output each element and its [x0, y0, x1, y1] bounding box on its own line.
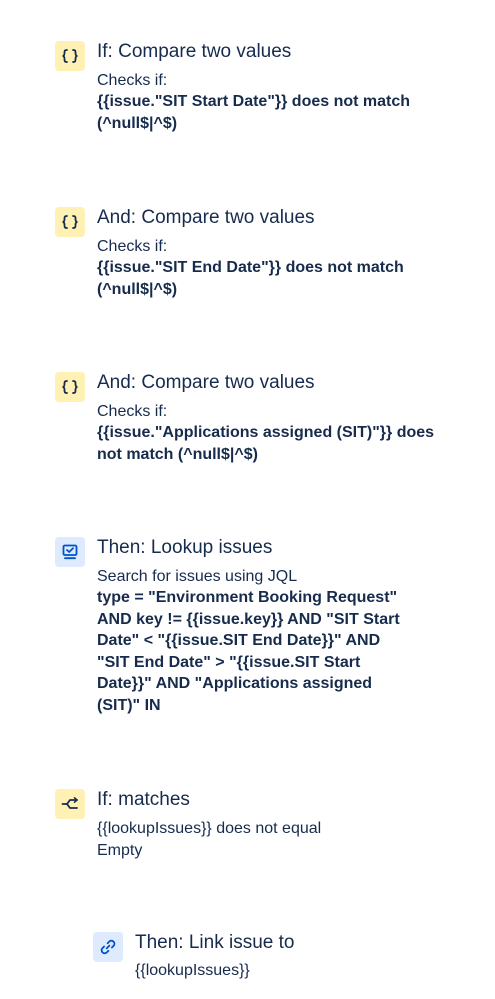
rule-step-and-compare-end-date[interactable] — [55, 206, 417, 300]
step-title: If: Compare two values — [97, 41, 292, 62]
step-label: Search for issues using JQL — [97, 568, 298, 585]
lookup-monitor-icon — [55, 537, 85, 567]
rule-step-if-matches[interactable] — [55, 788, 367, 862]
step-detail: {{issue."SIT End Date"}} does not match (^null$|^$) — [97, 259, 404, 298]
step-title: Then: Lookup issues — [97, 537, 273, 558]
step-title: If: matches — [97, 789, 190, 810]
step-detail: {{issue."Applications assigned (SIT)"}} does not match (^null$|^$) — [97, 424, 435, 463]
step-label: Checks if: — [97, 72, 168, 89]
rule-step-and-compare-applications[interactable] — [55, 371, 437, 465]
rule-step-link-issue[interactable] — [93, 931, 435, 982]
branch-icon — [55, 789, 85, 819]
rule-step-lookup-issues[interactable] — [55, 536, 415, 716]
step-detail: {{lookupIssues}} does not equal Empty — [97, 820, 322, 859]
step-label: Checks if: — [97, 238, 168, 255]
step-title: And: Compare two values — [97, 372, 315, 393]
step-title: And: Compare two values — [97, 207, 315, 228]
step-detail: {{lookupIssues}} — [135, 962, 250, 979]
step-detail: type = "Environment Booking Request" AND key != {{issue.key}} AND "SIT Start Date" < "{{issue.SIT End Date}}" AND "SIT End Date" > "{{issue.SIT Start Date}}" AND "Applications assigned (SIT)" IN — [97, 589, 400, 714]
braces-icon — [55, 372, 85, 402]
rule-step-if-compare[interactable] — [55, 40, 417, 134]
step-label: Checks if: — [97, 403, 168, 420]
step-detail: {{issue."SIT Start Date"}} does not match (^null$|^$) — [97, 93, 411, 132]
braces-icon — [55, 207, 85, 237]
braces-icon — [55, 41, 85, 71]
step-title: Then: Link issue to — [135, 932, 295, 953]
link-icon — [93, 932, 123, 962]
